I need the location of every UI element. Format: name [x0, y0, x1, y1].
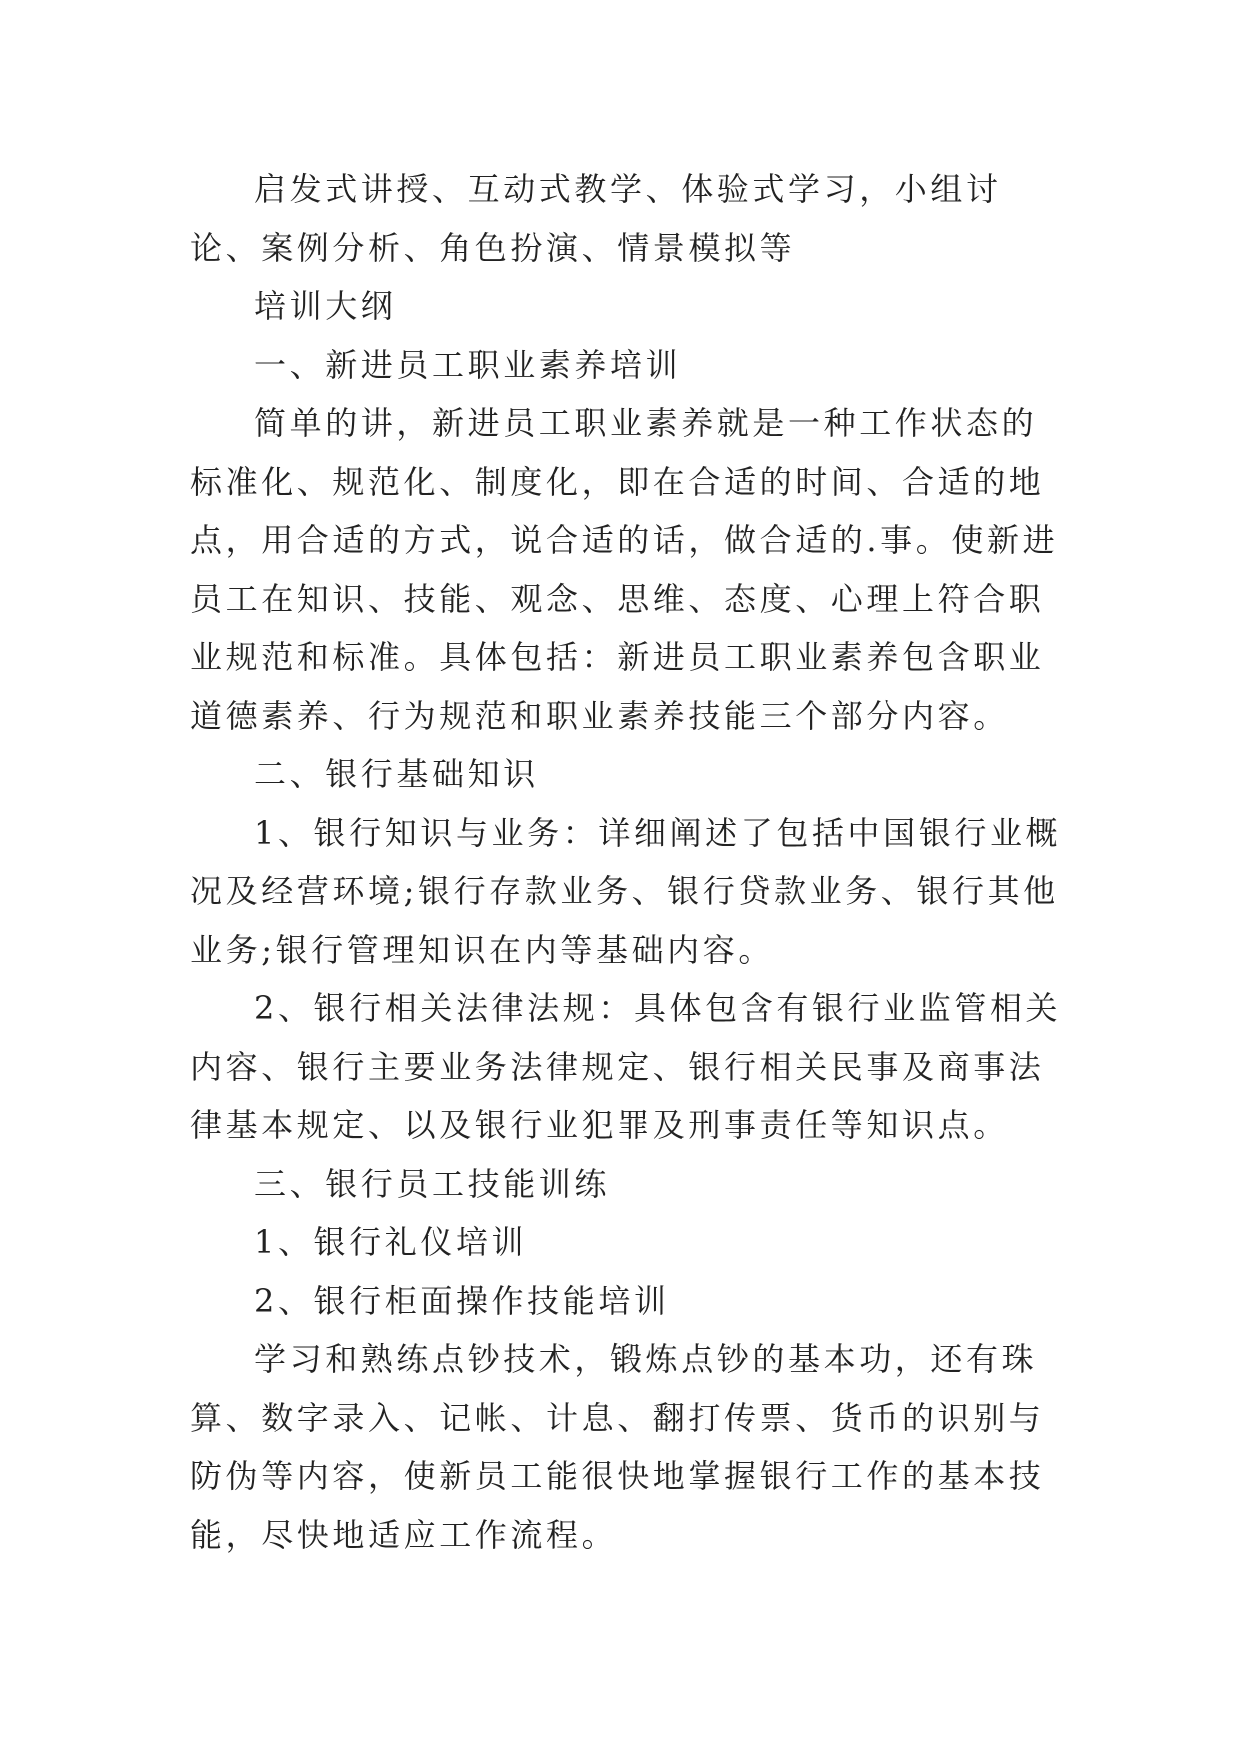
list-item-etiquette: 1、银行礼仪培训 — [254, 1223, 528, 1261]
list-item-counter-skills: 2、银行柜面操作技能培训 — [254, 1281, 670, 1320]
heading-section-2: 二、银行基础知识 — [254, 755, 539, 793]
paragraph-teaching-methods: 启发式讲授、互动式教学、体验式学习，小组讨论、案例分析、角色扮演、情景模拟等 — [190, 170, 1002, 267]
heading-section-1: 一、新进员工职业素养培训 — [254, 345, 682, 384]
paragraph-bank-knowledge: 1、银行知识与业务：详细阐述了包括中国银行业概况及经营环境;银行存款业务、银行贷款业务、银行其他业务;银行管理知识在内等基础内容。 — [190, 813, 1062, 969]
paragraph-skills-detail: 学习和熟练点钞技术，锻炼点钞的基本功，还有珠算、数字录入、记帐、计息、翻打传票、货币的识别与防伪等内容，使新员工能很快地掌握银行工作的基本技能，尽快地适应工作流程。 — [190, 1340, 1045, 1554]
paragraph-professional-quality: 简单的讲，新进员工职业素养就是一种工作状态的标准化、规范化、制度化，即在合适的时间、合适的地点，用合适的方式，说合适的话，做合适的.事。使新进员工在知识、技能、观念、思维、态度、心理上符合职业规范和标准。具体包括：新进员工职业素养包含职业道德素养、行为规范和职业素养技能三个部分内容。 — [190, 404, 1059, 735]
document-body — [190, 160, 1070, 1564]
heading-training-outline: 培训大纲 — [254, 287, 397, 325]
heading-section-3: 三、银行员工技能训练 — [254, 1164, 611, 1203]
paragraph-bank-law: 2、银行相关法律法规：具体包含有银行业监管相关内容、银行主要业务法律规定、银行相关民事及商事法律基本规定、以及银行业犯罪及刑事责任等知识点。 — [190, 989, 1062, 1144]
